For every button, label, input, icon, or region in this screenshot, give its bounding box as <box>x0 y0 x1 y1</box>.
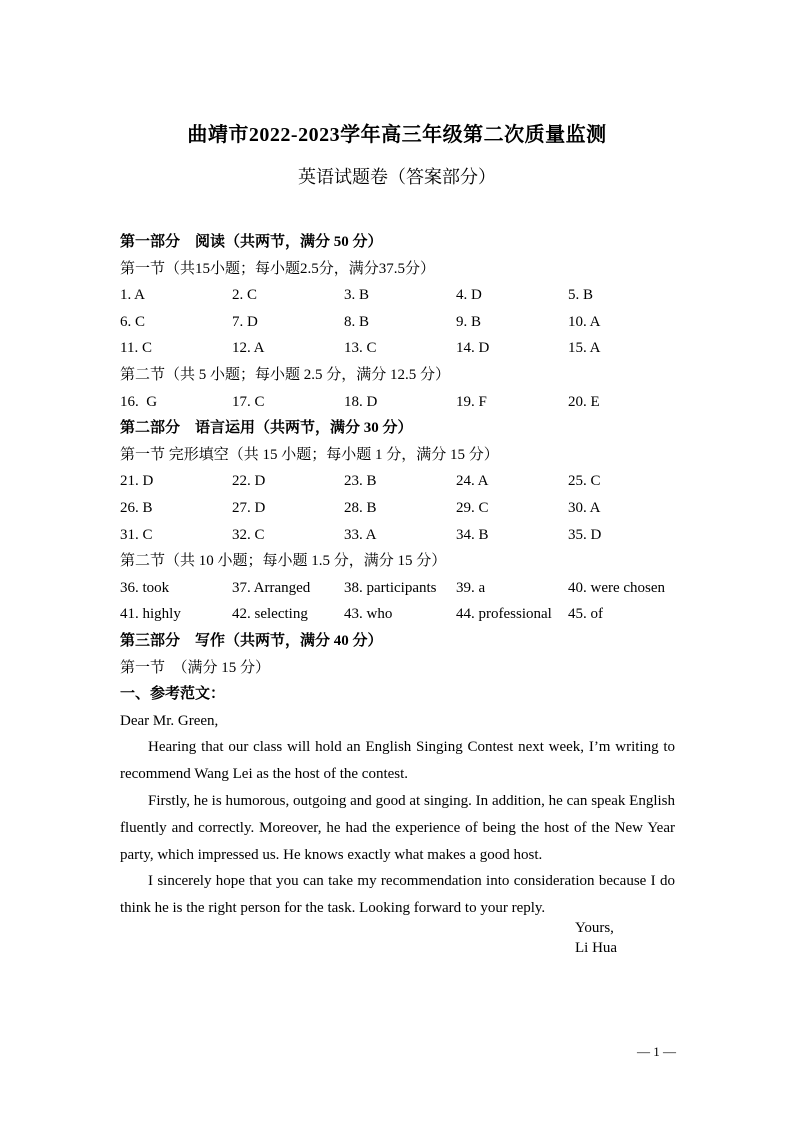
answer-row <box>120 575 675 602</box>
answer-row <box>120 522 675 549</box>
answer-cell: 1. A <box>120 287 146 304</box>
answer-cell: 12. A <box>232 340 265 357</box>
part2-heading: 第二部分 语言运用（共两节，满分 30 分） <box>120 420 413 437</box>
answer-cell: 7. D <box>232 313 258 330</box>
answer-cell: 9. B <box>456 313 482 330</box>
answer-cell: 38. participants <box>344 579 437 596</box>
part1-heading: 第一部分 阅读（共两节，满分 50 分） <box>120 234 383 250</box>
answer-cell: 5. B <box>568 287 594 304</box>
document-subtitle: 英语试题卷（答案部分） <box>298 167 496 187</box>
page-number: — 1 — <box>637 1044 676 1059</box>
answer-cell: 6. C <box>120 313 146 330</box>
answer-cell: 16. G <box>120 393 158 410</box>
answer-cell: 10. A <box>568 313 601 330</box>
sample-essay-heading: 一、参考范文： <box>120 686 226 703</box>
answer-row <box>120 309 675 336</box>
answer-cell: 34. B <box>456 526 489 543</box>
answer-cell: 20. E <box>568 393 600 410</box>
answer-cell: 4. D <box>456 287 482 304</box>
answer-cell: 11. C <box>120 340 152 357</box>
part2-section1-heading: 第一节 完形填空（共 15 小题；每小题 1 分，满分 15 分） <box>120 446 499 463</box>
answer-cell: 37. Arranged <box>232 579 311 596</box>
answer-cell: 13. C <box>344 340 377 357</box>
answer-cell: 27. D <box>232 499 266 516</box>
answer-cell: 15. A <box>568 340 601 357</box>
answer-row <box>120 601 675 628</box>
letter-closing: Yours, <box>575 920 614 936</box>
answer-cell: 31. C <box>120 526 153 543</box>
answer-cell: 44. professional <box>456 606 552 623</box>
letter-signature: Li Hua <box>575 940 618 956</box>
answer-cell: 17. C <box>232 393 265 410</box>
letter-salutation: Dear Mr. Green, <box>120 712 219 729</box>
answer-cell: 35. D <box>568 526 602 543</box>
answer-row <box>120 282 675 309</box>
answer-cell: 18. D <box>344 393 378 410</box>
letter-paragraph: Hearing that our class will hold an English Singing Contest next week, I’m writing to recommend Wang Lei as the host of the contest. <box>120 739 675 783</box>
answer-cell: 26. B <box>120 499 153 516</box>
answer-content <box>120 229 675 922</box>
letter-paragraph: I sincerely hope that you can take my recommendation into consideration because I do think he is the right person for the task. Looking forward to your reply. <box>120 873 675 917</box>
answer-cell: 45. of <box>568 606 603 623</box>
answer-row <box>120 389 675 416</box>
answer-cell: 33. A <box>344 526 377 543</box>
answer-cell: 41. highly <box>120 606 181 623</box>
document-title: 曲靖市2022-2023学年高三年级第二次质量监测 <box>187 124 607 146</box>
answer-row <box>120 495 675 522</box>
part3-section1-heading: 第一节 （满分 15 分） <box>120 659 271 676</box>
answer-cell: 2. C <box>232 287 258 304</box>
answer-row <box>120 468 675 495</box>
answer-cell: 21. D <box>120 473 154 490</box>
answer-cell: 8. B <box>344 313 370 330</box>
answer-cell: 36. took <box>120 579 170 596</box>
answer-cell: 32. C <box>232 526 265 543</box>
answer-cell: 19. F <box>456 393 487 410</box>
answer-cell: 29. C <box>456 499 489 516</box>
answer-cell: 42. selecting <box>232 606 308 623</box>
answer-cell: 24. A <box>456 473 489 490</box>
answer-cell: 39. a <box>456 579 486 596</box>
answer-cell: 40. were chosen <box>568 579 666 596</box>
answer-cell: 25. C <box>568 473 601 490</box>
answer-cell: 22. D <box>232 473 266 490</box>
answer-cell: 23. B <box>344 473 377 490</box>
answer-cell: 30. A <box>568 499 601 516</box>
answer-cell: 28. B <box>344 499 377 516</box>
answer-cell: 3. B <box>344 287 370 304</box>
part1-section1-heading: 第一节（共15小题；每小题2.5分，满分37.5分） <box>120 260 436 277</box>
part1-section2-heading: 第二节（共 5 小题；每小题 2.5 分，满分 12.5 分） <box>120 366 451 383</box>
part3-heading: 第三部分 写作（共两节，满分 40 分） <box>120 632 383 649</box>
answer-cell: 14. D <box>456 340 490 357</box>
answer-row <box>120 335 675 362</box>
part2-section2-heading: 第二节（共 10 小题；每小题 1.5 分，满分 15 分） <box>120 553 447 570</box>
answer-cell: 43. who <box>344 606 393 623</box>
letter-paragraph: Firstly, he is humorous, outgoing and good at singing. In addition, he can speak English fluently and correctly. Moreover, he had the experience of being the host of the New Year party, which impressed us. He knows exactly what makes a good host. <box>120 793 675 863</box>
